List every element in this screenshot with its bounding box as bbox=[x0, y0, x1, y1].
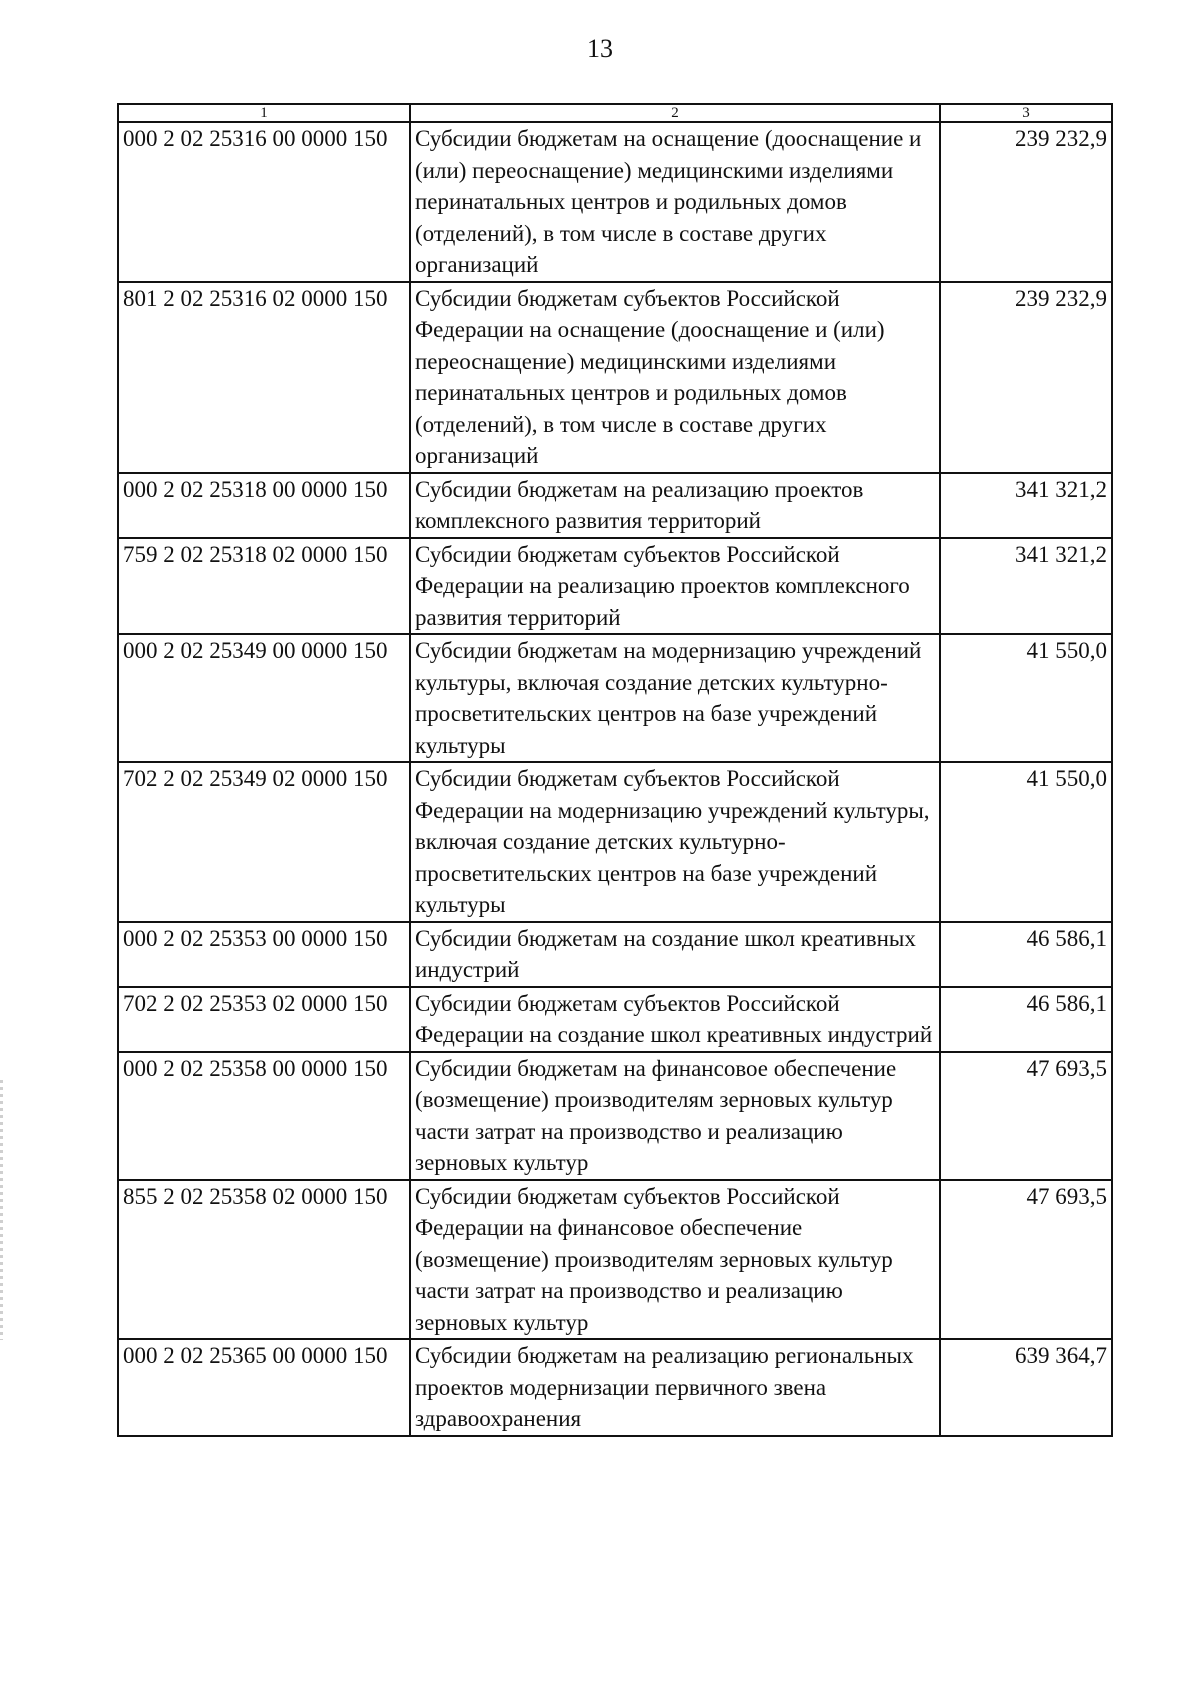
row-amount: 47 693,5 bbox=[940, 1052, 1112, 1180]
row-amount: 41 550,0 bbox=[940, 762, 1112, 922]
row-amount: 341 321,2 bbox=[940, 538, 1112, 635]
row-code: 702 2 02 25353 02 0000 150 bbox=[118, 987, 410, 1052]
table-body bbox=[118, 122, 1112, 1436]
row-name: Субсидии бюджетам субъектов Российской Федерации на реализацию проектов комплексного развития территорий bbox=[410, 538, 940, 635]
table-row bbox=[118, 762, 1112, 922]
row-code: 702 2 02 25349 02 0000 150 bbox=[118, 762, 410, 922]
table-row bbox=[118, 1339, 1112, 1436]
budget-table bbox=[117, 103, 1113, 1437]
row-code: 000 2 02 25349 00 0000 150 bbox=[118, 634, 410, 762]
row-code: 855 2 02 25358 02 0000 150 bbox=[118, 1180, 410, 1340]
row-amount: 341 321,2 bbox=[940, 473, 1112, 538]
row-name: Субсидии бюджетам субъектов Российской Федерации на создание школ креативных индустрий bbox=[410, 987, 940, 1052]
row-code: 759 2 02 25318 02 0000 150 bbox=[118, 538, 410, 635]
row-code: 000 2 02 25316 00 0000 150 bbox=[118, 122, 410, 282]
row-amount: 46 586,1 bbox=[940, 987, 1112, 1052]
column-header-1: 1 bbox=[118, 104, 410, 122]
row-code: 000 2 02 25353 00 0000 150 bbox=[118, 922, 410, 987]
row-name: Субсидии бюджетам на реализацию проектов комплексного развития территорий bbox=[410, 473, 940, 538]
row-amount: 239 232,9 bbox=[940, 282, 1112, 473]
table-header-row bbox=[118, 104, 1112, 122]
row-name: Субсидии бюджетам на реализацию региональных проектов модернизации первичного звена здравоохранения bbox=[410, 1339, 940, 1436]
table-row bbox=[118, 473, 1112, 538]
row-name: Субсидии бюджетам субъектов Российской Федерации на оснащение (дооснащение и (или) переоснащение) медицинскими изделиями перинатальных центров и родильных домов (отделений), в том числе в составе других организаций bbox=[410, 282, 940, 473]
row-code: 000 2 02 25358 00 0000 150 bbox=[118, 1052, 410, 1180]
column-header-3: 3 bbox=[940, 104, 1112, 122]
table-row bbox=[118, 538, 1112, 635]
table-row bbox=[118, 1180, 1112, 1340]
row-amount: 639 364,7 bbox=[940, 1339, 1112, 1436]
row-name: Субсидии бюджетам на создание школ креативных индустрий bbox=[410, 922, 940, 987]
row-name: Субсидии бюджетам на модернизацию учреждений культуры, включая создание детских культурно-просветительских центров на базе учреждений культуры bbox=[410, 634, 940, 762]
row-code: 000 2 02 25365 00 0000 150 bbox=[118, 1339, 410, 1436]
row-amount: 239 232,9 bbox=[940, 122, 1112, 282]
table-row bbox=[118, 987, 1112, 1052]
row-name: Субсидии бюджетам субъектов Российской Федерации на модернизацию учреждений культуры, включая создание детских культурно-просветительских центров на базе учреждений культуры bbox=[410, 762, 940, 922]
table-row bbox=[118, 634, 1112, 762]
table-row bbox=[118, 922, 1112, 987]
row-amount: 41 550,0 bbox=[940, 634, 1112, 762]
row-amount: 46 586,1 bbox=[940, 922, 1112, 987]
row-code: 000 2 02 25318 00 0000 150 bbox=[118, 473, 410, 538]
row-name: Субсидии бюджетам на финансовое обеспечение (возмещение) производителям зерновых культур части затрат на производство и реализацию зерновых культур bbox=[410, 1052, 940, 1180]
column-header-2: 2 bbox=[410, 104, 940, 122]
row-amount: 47 693,5 bbox=[940, 1180, 1112, 1340]
scan-edge-mark bbox=[0, 1080, 3, 1340]
row-name: Субсидии бюджетам субъектов Российской Федерации на финансовое обеспечение (возмещение) производителям зерновых культур части затрат на производство и реализацию зерновых культур bbox=[410, 1180, 940, 1340]
page-number: 13 bbox=[587, 34, 613, 63]
row-name: Субсидии бюджетам на оснащение (дооснащение и (или) переоснащение) медицинскими изделиями перинатальных центров и родильных домов (отделений), в том числе в составе других организаций bbox=[410, 122, 940, 282]
table-row bbox=[118, 122, 1112, 282]
table-row bbox=[118, 282, 1112, 473]
table-row bbox=[118, 1052, 1112, 1180]
row-code: 801 2 02 25316 02 0000 150 bbox=[118, 282, 410, 473]
